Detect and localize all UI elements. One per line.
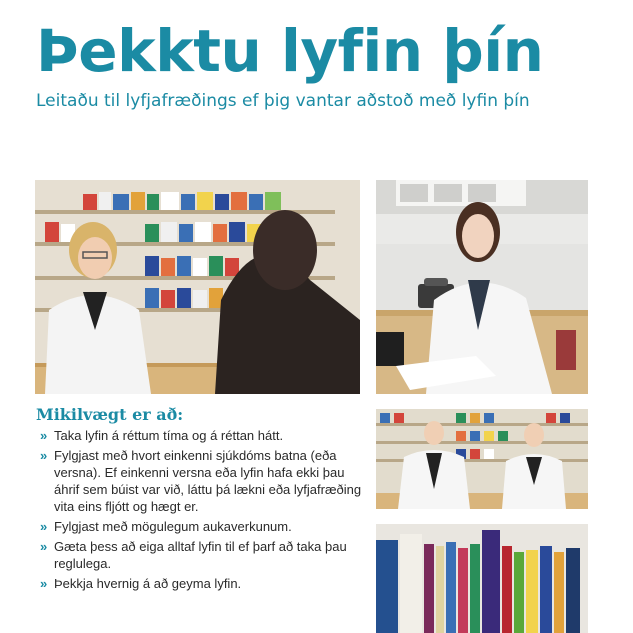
chevron-right-icon: » — [40, 519, 48, 534]
page-title: Þekktu lyfin þín — [36, 17, 544, 85]
photo-pharmacist-with-customer — [35, 180, 360, 394]
chevron-right-icon: » — [40, 539, 48, 554]
photo-reference-books — [376, 524, 588, 633]
list-item: » Fylgjast með mögulegum aukaverkunum. — [40, 519, 292, 534]
list-item: » Fylgjast með hvort einkenni sjúkdóms batna (eða versna). Ef einkenni versna eða lyfin hafa ekki þau áhrif sem búist var við, láttu þá lækni eða lyfjafræðing vita eins fljótt og hægt er. — [40, 448, 362, 514]
list-item: » Gæta þess að eiga alltaf lyfin til ef þarf að taka þau reglulega. — [40, 539, 347, 571]
photo-two-pharmacists — [376, 409, 588, 509]
section-title: Mikilvægt er að: — [36, 405, 184, 424]
chevron-right-icon: » — [40, 448, 48, 463]
bullet-list — [36, 427, 366, 595]
photo-pharmacist-at-desk — [376, 180, 588, 394]
list-item: » Taka lyfin á réttum tíma og á réttan hátt. — [40, 428, 284, 443]
list-item: » Þekkja hvernig á að geyma lyfin. — [40, 576, 242, 591]
chevron-right-icon: » — [40, 428, 48, 443]
chevron-right-icon: » — [40, 576, 48, 591]
page-subtitle: Leitaðu til lyfjafræðings ef þig vantar aðstoð með lyfin þín — [36, 91, 530, 111]
